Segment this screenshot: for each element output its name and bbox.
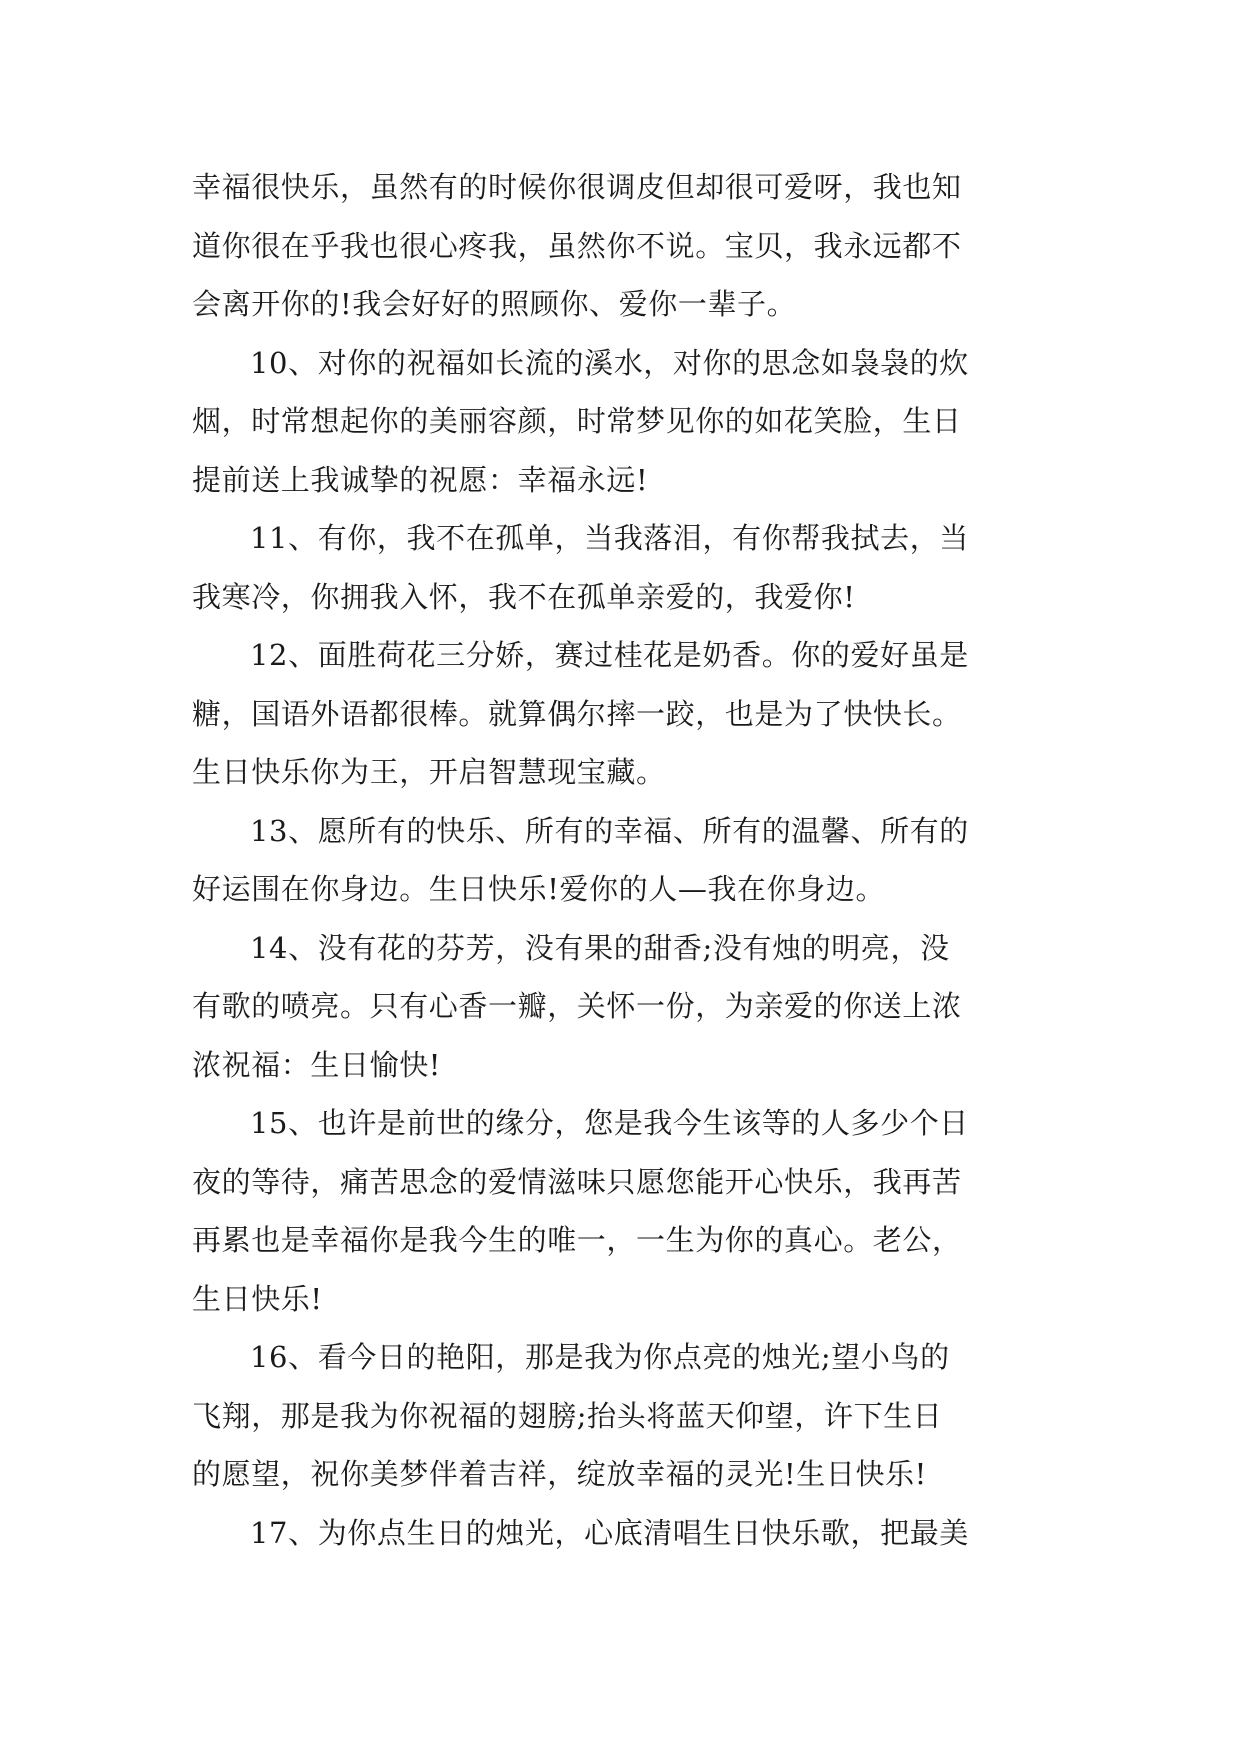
text-line: 道你很在乎我也很心疼我，虽然你不说。宝贝，我永远都不 xyxy=(192,228,962,263)
text-line: 提前送上我诚挚的祝愿：幸福永远! xyxy=(192,462,649,497)
text-line: 夜的等待，痛苦思念的爱情滋味只愿您能开心快乐，我再苦 xyxy=(192,1164,962,1199)
paragraph-first-line: 10、对你的祝福如长流的溪水，对你的思念如袅袅的炊 xyxy=(250,345,969,380)
text-line: 生日快乐你为王，开启智慧现宝藏。 xyxy=(192,755,666,789)
text-line: 生日快乐! xyxy=(192,1281,323,1316)
text-line: 飞翔，那是我为你祝福的翅膀;抬头将蓝天仰望，许下生日 xyxy=(192,1398,943,1433)
paragraph-first-line: 16、看今日的艳阳，那是我为你点亮的烛光;望小鸟的 xyxy=(250,1340,950,1374)
text-line: 幸福很快乐，虽然有的时候你很调皮但却很可爱呀，我也知 xyxy=(192,170,962,204)
text-line: 的愿望，祝你美梦伴着吉祥，绽放幸福的灵光!生日快乐! xyxy=(192,1457,927,1491)
paragraph-first-line: 11、有你，我不在孤单，当我落泪，有你帮我拭去，当 xyxy=(250,521,969,555)
paragraph-first-line: 12、面胜荷花三分娇，赛过桂花是奶香。你的爱好虽是 xyxy=(250,638,969,672)
text-line: 糖，国语外语都很棒。就算偶尔摔一跤，也是为了快快长。 xyxy=(192,696,962,731)
paragraph-first-line: 13、愿所有的快乐、所有的幸福、所有的温馨、所有的 xyxy=(250,813,969,848)
text-line: 烟，时常想起你的美丽容颜，时常梦见你的如花笑脸，生日 xyxy=(192,404,962,438)
paragraph-first-line: 17、为你点生日的烛光，心底清唱生日快乐歌，把最美 xyxy=(250,1515,969,1550)
text-line: 会离开你的!我会好好的照顾你、爱你一辈子。 xyxy=(192,287,797,321)
paragraph-first-line: 15、也许是前世的缘分，您是我今生该等的人多少个日 xyxy=(250,1106,969,1140)
text-line: 我寒冷，你拥我入怀，我不在孤单亲爱的，我爱你! xyxy=(192,579,856,614)
text-line: 浓祝福：生日愉快! xyxy=(192,1047,442,1082)
text-line: 有歌的喷亮。只有心香一瓣，关怀一份，为亲爱的你送上浓 xyxy=(192,989,962,1023)
text-line: 再累也是幸福你是我今生的唯一，一生为你的真心。老公， xyxy=(192,1223,962,1257)
text-line: 好运围在你身边。生日快乐!爱你的人—我在你身边。 xyxy=(192,872,886,906)
paragraph-first-line: 14、没有花的芬芳，没有果的甜香;没有烛的明亮，没 xyxy=(250,930,950,965)
document-body xyxy=(192,158,1062,1562)
